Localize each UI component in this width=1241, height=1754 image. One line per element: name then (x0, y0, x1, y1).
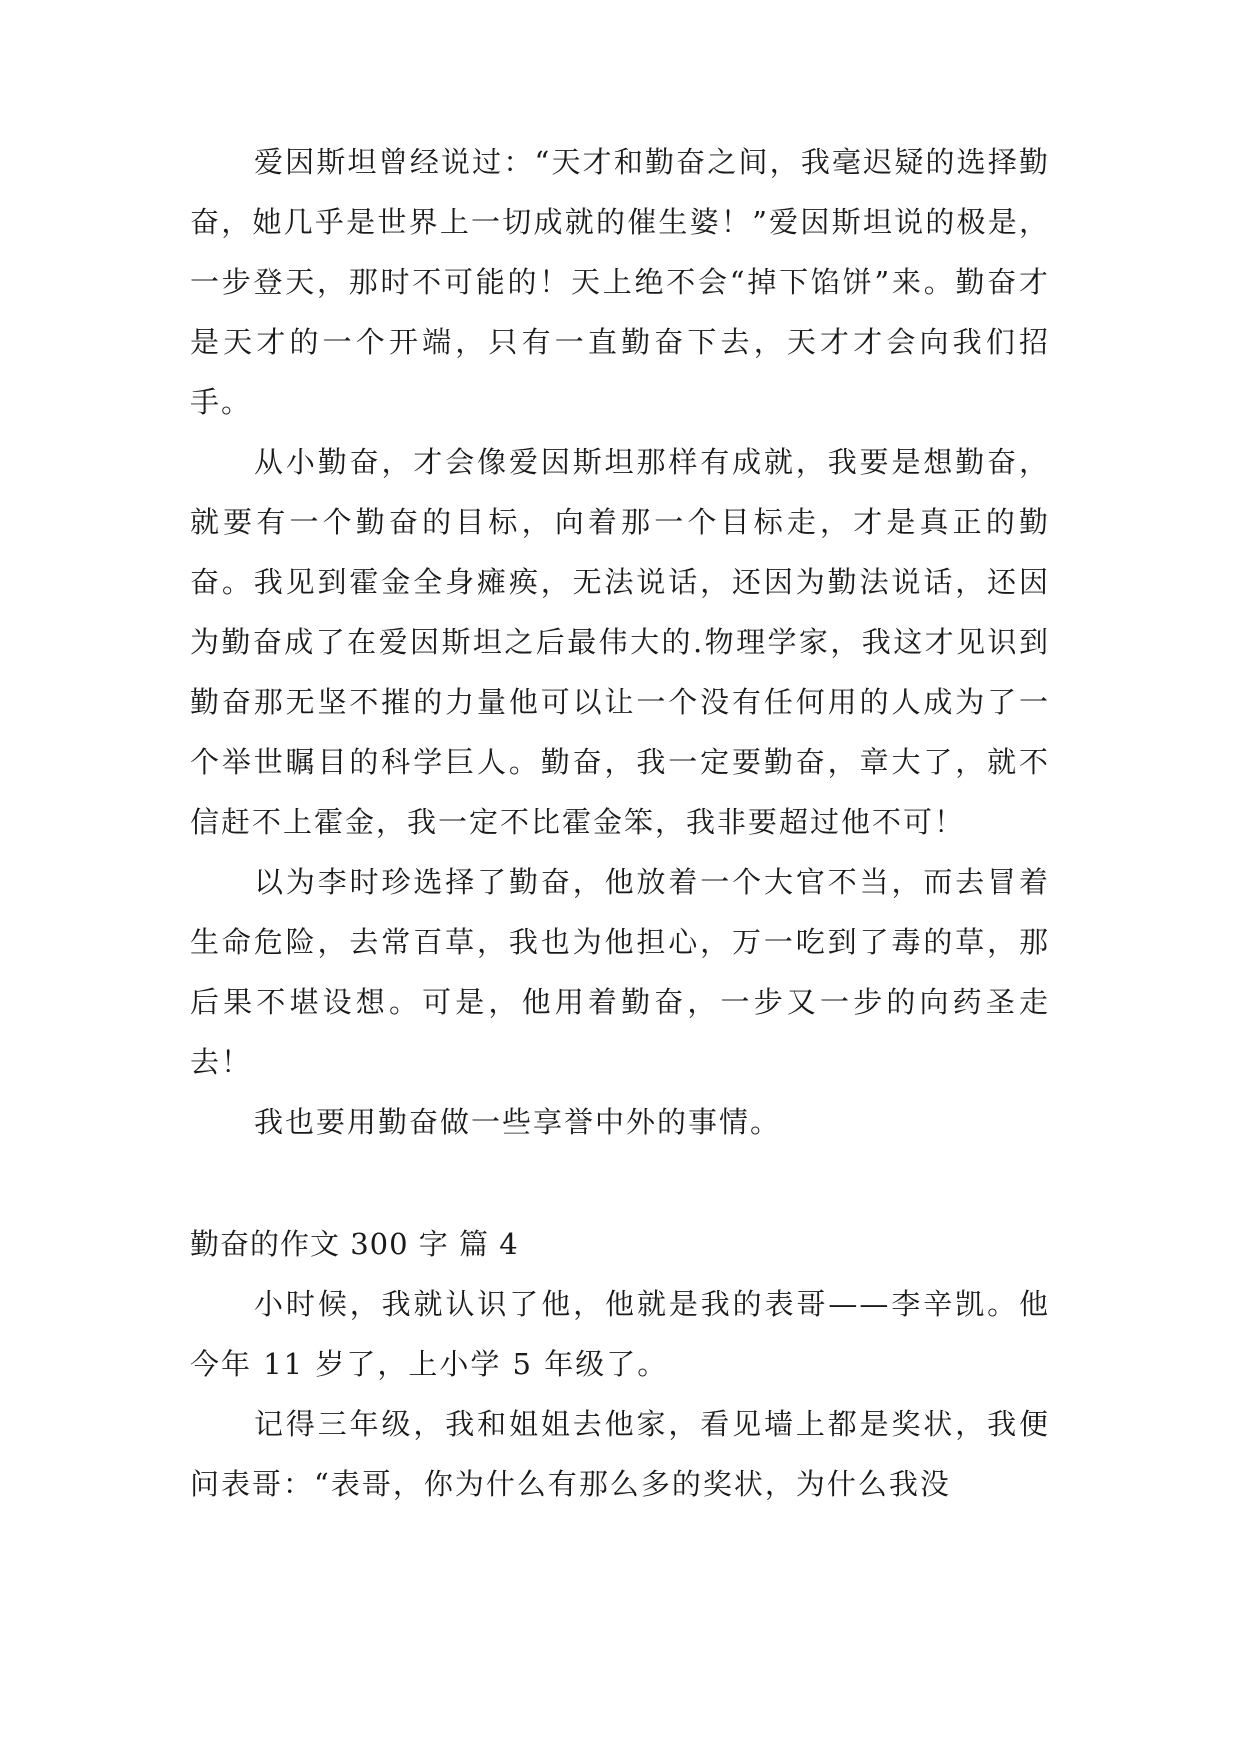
paragraph-einstein: 爱因斯坦曾经说过：“天才和勤奋之间，我毫迟疑的选择勤奋，她几乎是世界上一切成就的催生婆！”爱因斯坦说的极是，一步登天，那时不可能的！天上绝不会“掉下馅饼”来。勤奋才是天才的一个开端，只有一直勤奋下去，天才才会向我们招手。 (190, 145, 1050, 419)
paragraph-certificates: 记得三年级，我和姐姐去他家，看见墙上都是奖状，我便问表哥：“表哥，你为什么有那么多的奖状，为什么我没 (190, 1407, 1050, 1501)
essay-body (190, 132, 1050, 1514)
paragraph-hawking: 从小勤奋，才会像爱因斯坦那样有成就，我要是想勤奋，就要有一个勤奋的目标，向着那一个目标走，才是真正的勤奋。我见到霍金全身瘫痪，无法说话，还因为勤法说话，还因为勤奋成了在爱因斯坦之后最伟大的.物理学家，我这才见识到勤奋那无坚不摧的力量他可以让一个没有任何用的人成为了一个举世瞩目的科学巨人。勤奋，我一定要勤奋，章大了，就不信赶不上霍金，我一定不比霍金笨，我非要超过他不可！ (190, 445, 1050, 839)
section-heading: 勤奋的作文 300 字 篇 4 (190, 1227, 519, 1261)
paragraph-cousin-intro: 小时候，我就认识了他，他就是我的表哥——李辛凯。他今年 11 岁了，上小学 5 年级了。 (190, 1287, 1050, 1381)
paragraph-resolution: 我也要用勤奋做一些享誉中外的事情。 (254, 1105, 782, 1139)
paragraph-li-shizhen: 以为李时珍选择了勤奋，他放着一个大官不当，而去冒着生命危险，去常百草，我也为他担心，万一吃到了毒的草，那后果不堪设想。可是，他用着勤奋，一步又一步的向药圣走去！ (190, 865, 1050, 1079)
section-spacer (190, 1152, 1050, 1214)
